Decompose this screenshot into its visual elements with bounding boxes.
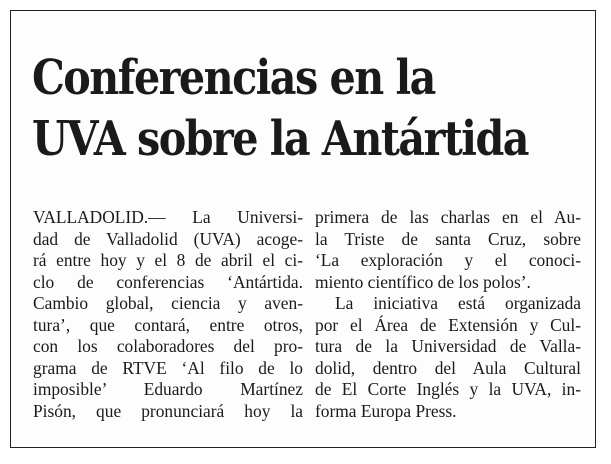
column-2-line: forma Europa Press. [315, 400, 457, 421]
column-2-line: miento científico de los polos’. [315, 271, 531, 292]
paragraph-start-line: La iniciativa está organizada [335, 293, 581, 313]
column-2-line: de El Corte Inglés y la UVA, in- [315, 379, 581, 399]
column-2-line: primera de las charlas en el Au- [315, 207, 581, 227]
column-2-line: ‘La exploración y el conoci- [315, 250, 581, 270]
column-1-line: grama de RTVE ‘Al filo de lo [33, 357, 303, 378]
column-2-line: la Triste de santa Cruz, sobre [315, 228, 581, 249]
article-column-2 [315, 207, 581, 422]
article-column-1 [33, 207, 303, 422]
column-1-line: rá entre hoy y el 8 de abril el ci- [33, 250, 303, 270]
column-1-line: tura’, que contará, entre otros, [33, 314, 303, 335]
headline-line-2: UVA sobre la Antártida [32, 111, 528, 167]
column-1-line: Pisón, que pronunciará hoy la [33, 400, 303, 421]
column-1-line: VALLADOLID.— La Universi- [33, 207, 303, 227]
column-1-line: imposible’ Eduardo Martínez [33, 379, 303, 399]
column-2-line: por el Área de Extensión y Cul- [315, 314, 581, 335]
column-1-line: con los colaboradores del pro- [33, 336, 303, 356]
column-1-line: Cambio global, ciencia y aven- [33, 293, 303, 313]
column-2-line: dolid, dentro del Aula Cultural [315, 357, 581, 378]
column-1-line: clo de conferencias ‘Antártida. [33, 271, 303, 292]
article-headline [32, 48, 528, 170]
column-1-line: dad de Valladolid (UVA) acoge- [33, 228, 303, 249]
headline-line-1: Conferencias en la [32, 50, 435, 106]
column-2-line: tura de la Universidad de Valla- [315, 336, 581, 356]
